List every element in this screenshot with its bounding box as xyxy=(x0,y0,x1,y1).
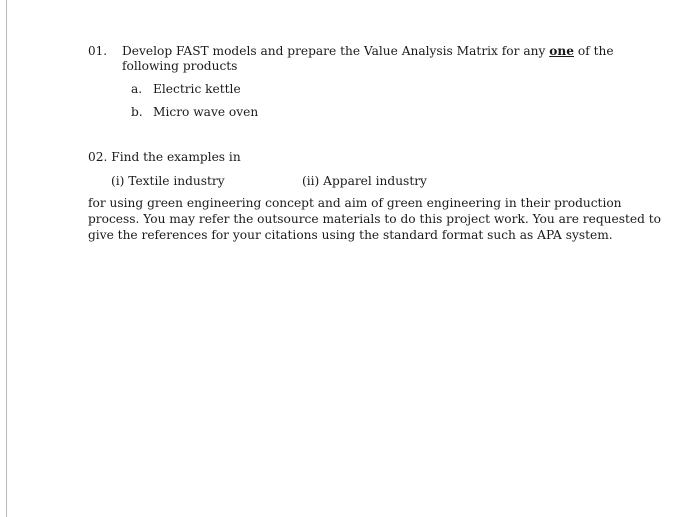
q2-para-line-1: for using green engineering concept and aim of green engineering in their production xyxy=(88,196,622,210)
q1-emphasis: one xyxy=(549,44,574,58)
q1-item-a-text: Electric kettle xyxy=(153,82,241,96)
q1-line-1 xyxy=(122,43,614,59)
q1-number: 01. xyxy=(88,44,108,58)
q2-para-line-2: process. You may refer the outsource materials to do this project work. You are requested to xyxy=(88,212,661,226)
q2-para-line-3: give the references for your citations using the standard format such as APA system. xyxy=(88,228,613,242)
q2-option-textile: (i) Textile industry xyxy=(111,174,225,188)
q2-heading: 02. Find the examples in xyxy=(88,150,241,164)
q1-line-1-after: of the xyxy=(573,44,614,58)
q1-line-1-before: Develop FAST models and prepare the Value Analysis Matrix for any xyxy=(122,44,550,58)
q1-item-a-marker: a. xyxy=(131,82,143,96)
q1-item-b-text: Micro wave oven xyxy=(153,105,259,119)
q2-option-apparel: (ii) Apparel industry xyxy=(302,174,427,188)
q1-line-2: following products xyxy=(122,59,238,73)
q1-item-b-marker: b. xyxy=(131,105,143,119)
